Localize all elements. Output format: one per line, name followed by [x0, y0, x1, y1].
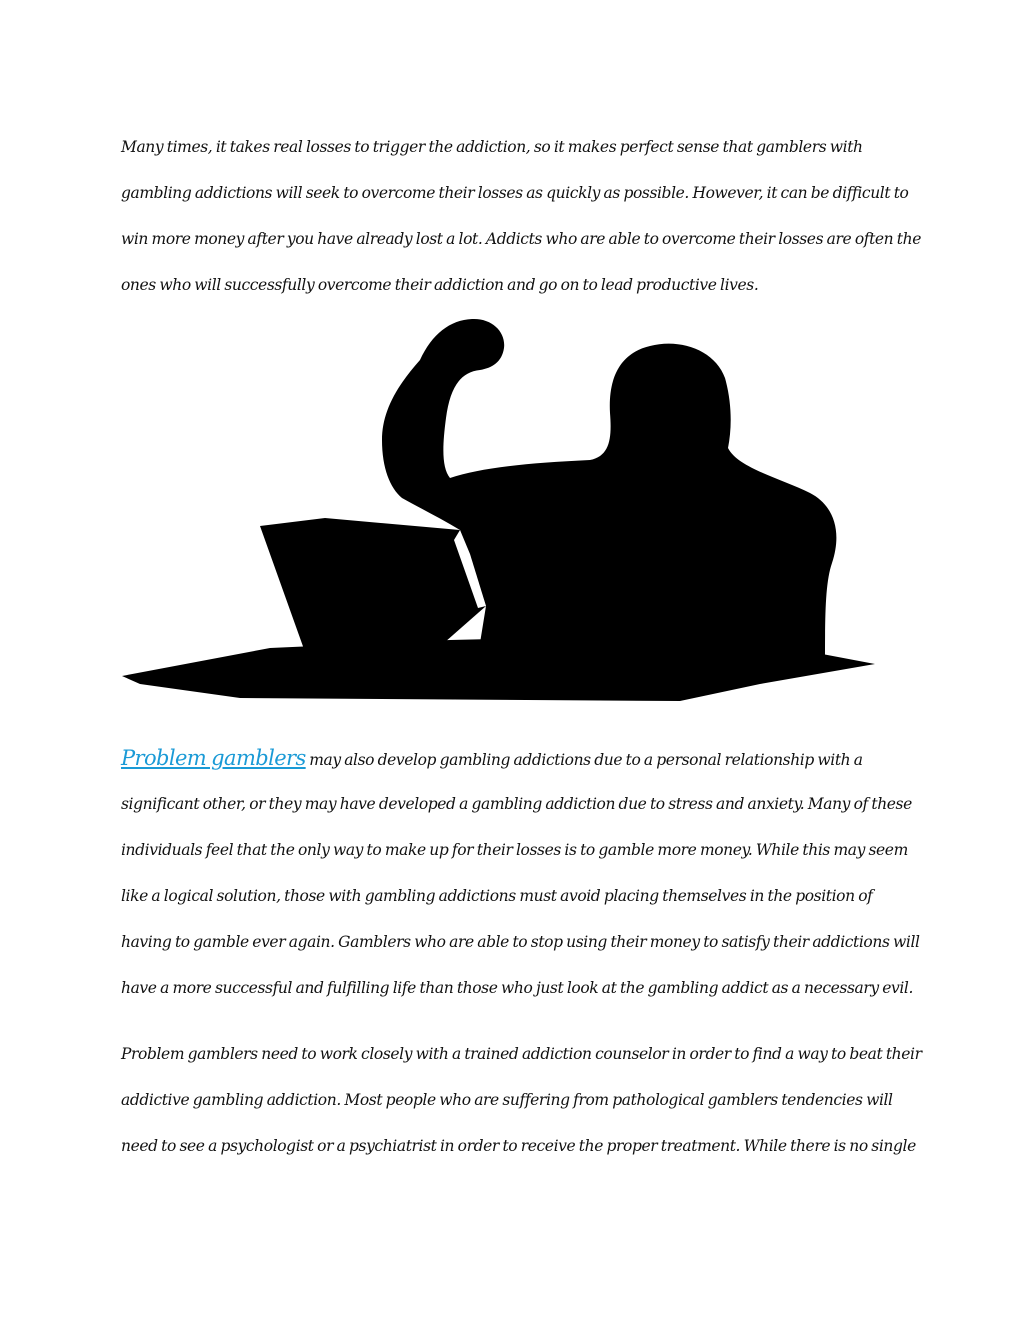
text-line: ones who will successfully overcome their addiction and go on to lead productive lives.: [121, 276, 759, 294]
text-line-rest: may also develop gambling addictions due to a personal relationship with a: [305, 751, 863, 769]
paragraph-counselor: [121, 1044, 922, 1182]
text-line: addictive gambling addiction. Most people who are suffering from pathological gamblers tendencies will: [121, 1091, 893, 1109]
text-line: having to gamble ever again. Gamblers who are able to stop using their money to satisfy their addictions will: [121, 933, 920, 951]
person-at-laptop-silhouette-icon: [120, 318, 880, 703]
text-line: like a logical solution, those with gambling addictions must avoid placing themselves in the position of: [121, 887, 873, 905]
text-line: win more money after you have already lost a lot. Addicts who are able to overcome their losses are often the: [121, 230, 921, 248]
problem-gamblers-link[interactable]: Problem gamblers: [121, 746, 306, 770]
text-line: have a more successful and fulfilling life than those who just look at the gambling addict as a necessary evil.: [121, 979, 914, 997]
text-line: significant other, or they may have developed a gambling addiction due to stress and anxiety. Many of these: [121, 795, 912, 813]
text-line: [121, 748, 911, 794]
paragraph-problem-gamblers: [121, 746, 920, 1024]
paragraph-losses: [121, 137, 921, 321]
text-line: Many times, it takes real losses to trigger the addiction, so it makes perfect sense that gamblers with: [121, 138, 863, 156]
text-line: individuals feel that the only way to make up for their losses is to gamble more money. While this may seem: [121, 841, 908, 859]
text-line: need to see a psychologist or a psychiatrist in order to receive the proper treatment. While there is no single: [121, 1137, 916, 1155]
text-line: Problem gamblers need to work closely with a trained addiction counselor in order to find a way to beat their: [121, 1045, 922, 1063]
text-line: gambling addictions will seek to overcome their losses as quickly as possible. However, it can be difficult to: [121, 184, 909, 202]
